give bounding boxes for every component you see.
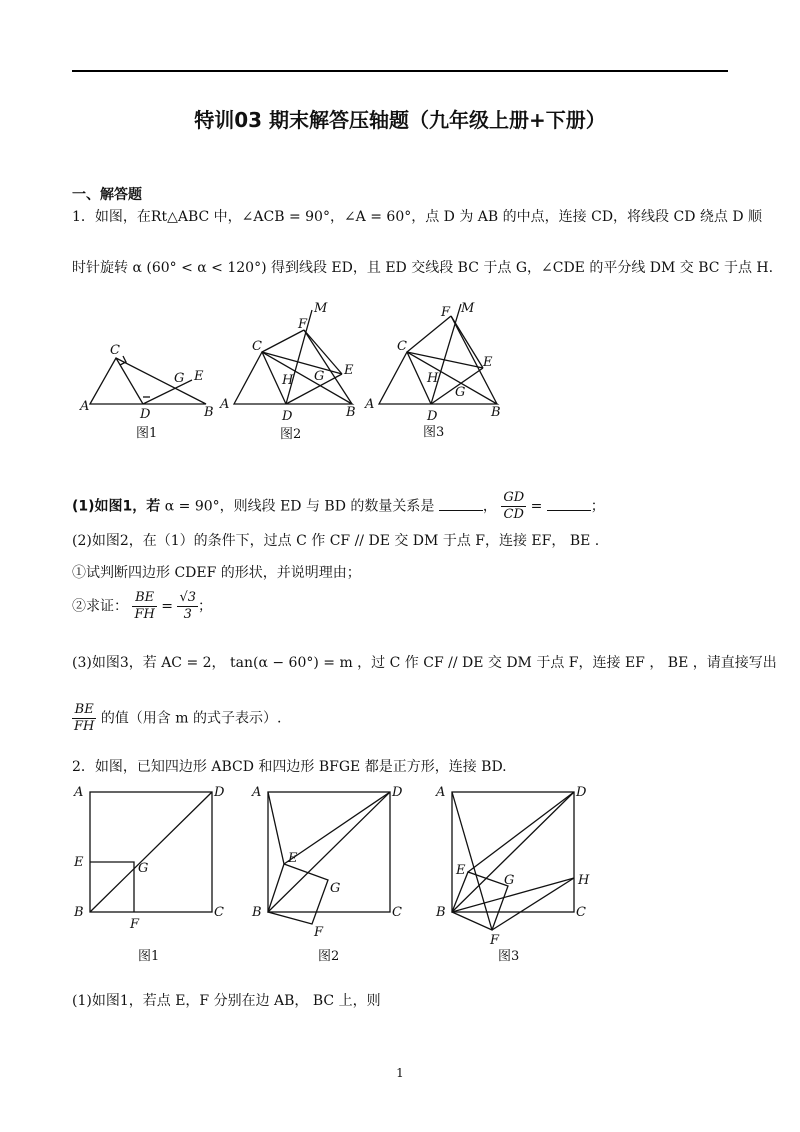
segment-af (452, 792, 492, 930)
q2-fig3-caption: 图3 (498, 949, 520, 964)
fraction-sqrt3-3: $\frac{√3}{3}$ (179, 590, 197, 622)
label-g: G (314, 369, 325, 384)
q1-part1: (1)如图1，若 α = 90°，则线段 ED 与 BD 的数量关系是 ， $\frac{GD}{CD}$ = ； (72, 490, 605, 522)
fraction-be-fh: $\frac{BE}{FH}$ (134, 590, 155, 622)
segment-cf (262, 330, 304, 352)
label-a: A (80, 399, 90, 414)
diagonal-bd (90, 792, 212, 912)
label-b: B (436, 905, 446, 920)
label-g: G (455, 385, 466, 400)
label-a: A (220, 397, 230, 412)
q1-fig2-caption: 图2 (280, 427, 302, 442)
q2-figure-3 (432, 780, 602, 970)
label-f: F (314, 925, 324, 940)
segment-ae (268, 792, 284, 864)
label-c: C (214, 905, 224, 920)
label-m: M (314, 301, 328, 316)
q1-figure-1 (80, 340, 220, 450)
label-f: F (490, 933, 500, 948)
label-b: B (252, 905, 262, 920)
diagonal-bd (452, 792, 574, 912)
q2-fig2-caption: 图2 (318, 949, 340, 964)
label-g: G (174, 371, 185, 386)
q2-figure-2 (248, 780, 418, 970)
fraction-be-fh: $\frac{BE}{FH}$ (74, 702, 95, 734)
q2-line1: 2．如图，已知四边形 ABCD 和四边形 BFGE 都是正方形，连接 BD. (72, 759, 507, 775)
label-h: H (427, 371, 439, 386)
label-e: E (456, 863, 466, 878)
label-f: F (130, 917, 140, 932)
q1-figure-2 (220, 300, 370, 450)
q2-figure-1 (70, 780, 240, 970)
label-c: C (397, 339, 407, 354)
label-c: C (110, 343, 120, 358)
answer-blank[interactable] (439, 498, 483, 511)
label-d: D (282, 409, 293, 424)
label-d: D (576, 785, 587, 800)
q2-fig1-caption: 图1 (138, 949, 160, 964)
label-h: H (578, 873, 590, 888)
label-b: B (74, 905, 84, 920)
diagonal-bd (268, 792, 390, 912)
answer-blank[interactable] (547, 498, 591, 511)
label-a: A (74, 785, 84, 800)
label-d: D (427, 409, 438, 424)
label-f: F (298, 317, 308, 332)
label-e: E (74, 855, 84, 870)
label-m: M (461, 301, 475, 316)
q1-part2: (2)如图2，在（1）的条件下，过点 C 作 CF // DE 交 DM 于点 F，连接 EF， BE . (72, 533, 600, 549)
q1-fig1-caption: 图1 (136, 426, 158, 441)
label-a: A (252, 785, 262, 800)
q1-line2: 时针旋转 α (60° < α < 120°) 得到线段 ED，且 ED 交线段 BC 于点 G，∠CDE 的平分线 DM 交 BC 于点 H. (72, 260, 774, 276)
label-a: A (436, 785, 446, 800)
square-bfge (268, 864, 328, 924)
q1-fig3-caption: 图3 (423, 425, 445, 440)
square-bfge (90, 862, 134, 912)
segment-cf (407, 316, 451, 352)
label-e: E (194, 369, 204, 384)
label-b: B (491, 405, 501, 420)
segment-ed (284, 792, 390, 864)
segment-ed (468, 792, 574, 872)
label-d: D (392, 785, 403, 800)
label-d: D (140, 407, 151, 422)
label-c: C (252, 339, 262, 354)
q1-part3: (3)如图3，若 AC = 2， tan(α − 60°) = m ，过 C 作 CF // DE 交 DM 于点 F，连接 EF ， BE ，请直接写出 (72, 655, 777, 671)
label-f: F (441, 305, 451, 320)
label-e: E (344, 363, 354, 378)
q1-line1: 1．如图，在Rt△ABC 中，∠ACB = 90°，∠A = 60°，点 D 为 AB 的中点，连接 CD，将线段 CD 绕点 D 顺 (72, 209, 763, 225)
page-title: 特训03 期末解答压轴题（九年级上册+下册） (194, 108, 606, 132)
segment-ce (262, 352, 342, 374)
page-number: 1 (396, 1066, 404, 1080)
q1-part3-end: $\frac{BE}{FH}$ 的值（用含 m 的式子表示）. (74, 702, 282, 734)
q1-part2-b: ②求证： $\frac{BE}{FH}$ = $\frac{√3}{3}$ ； (72, 590, 213, 622)
label-c: C (392, 905, 402, 920)
fraction-gd-cd: $\frac{GD}{CD}$ (503, 490, 525, 522)
label-e: E (288, 851, 298, 866)
label-g: G (504, 873, 515, 888)
label-a: A (365, 397, 375, 412)
label-g: G (330, 881, 341, 896)
label-b: B (204, 405, 214, 420)
section-heading: 一、解答题 (72, 187, 142, 203)
q2-part1: (1)如图1，若点 E，F 分别在边 AB， BC 上，则 (72, 993, 381, 1009)
square-bfge (452, 872, 508, 930)
label-c: C (576, 905, 586, 920)
label-d: D (214, 785, 225, 800)
label-h: H (282, 373, 294, 388)
q1-figure-3 (365, 300, 515, 450)
label-e: E (483, 355, 493, 370)
header-rule (72, 70, 728, 72)
q1-part2-a: ①试判断四边形 CDEF 的形状，并说明理由； (72, 565, 361, 581)
label-g: G (138, 861, 149, 876)
segment-fe (304, 330, 342, 374)
label-b: B (346, 405, 356, 420)
